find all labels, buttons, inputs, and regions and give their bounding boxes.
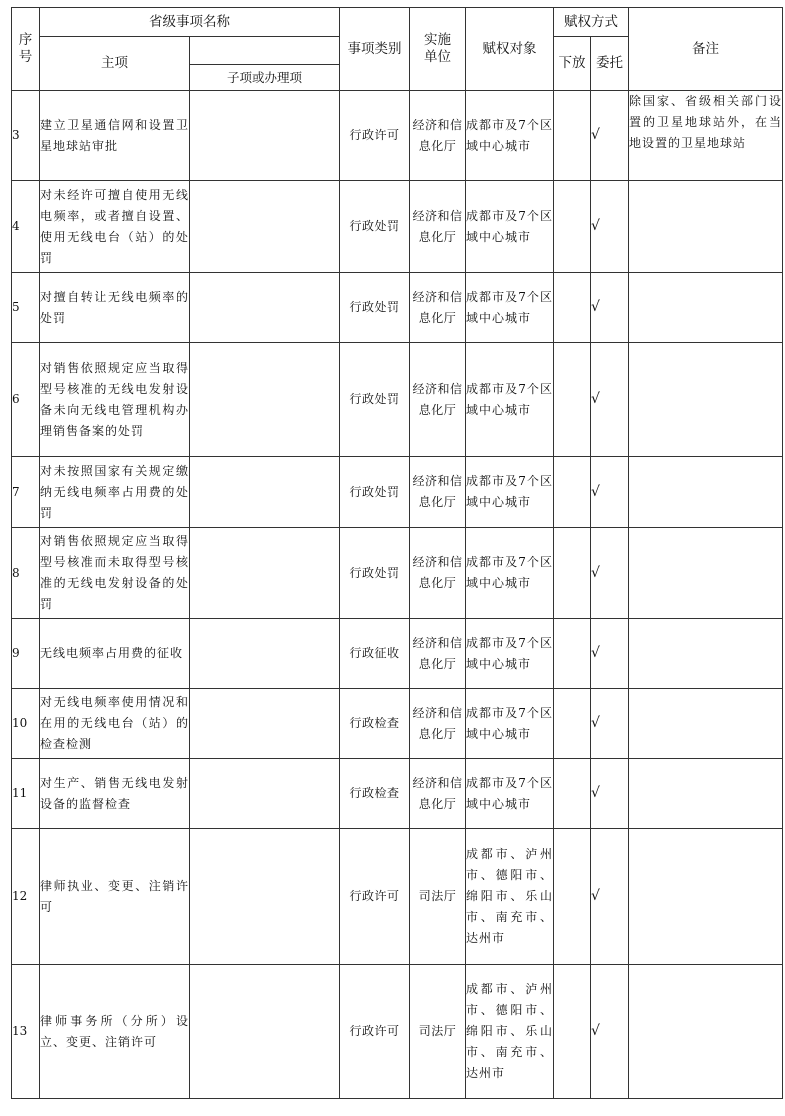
row-entrust-check: √ — [591, 689, 629, 759]
row-main-item: 律师执业、变更、注销许可 — [40, 829, 190, 965]
row-sub-item — [190, 528, 340, 619]
row-impl-unit: 经济和信息化厅 — [410, 528, 466, 619]
row-main-item: 无线电频率占用费的征收 — [40, 619, 190, 689]
row-target: 成都市及7个区域中心城市 — [466, 343, 554, 457]
row-down — [554, 181, 591, 273]
row-down — [554, 619, 591, 689]
row-down — [554, 528, 591, 619]
row-target: 成都市、泸州市、德阳市、绵阳市、乐山市、南充市、达州市 — [466, 965, 554, 1099]
row-entrust-check: √ — [591, 759, 629, 829]
row-entrust-check: √ — [591, 965, 629, 1099]
row-remark — [629, 528, 783, 619]
row-category: 行政处罚 — [340, 181, 410, 273]
row-remark: 除国家、省级相关部门设置的卫星地球站外，在当地设置的卫星地球站 — [629, 91, 783, 181]
row-category: 行政许可 — [340, 829, 410, 965]
header-impl-unit: 实施单位 — [410, 8, 466, 91]
row-remark — [629, 181, 783, 273]
row-impl-unit: 经济和信息化厅 — [410, 181, 466, 273]
row-entrust-check: √ — [591, 619, 629, 689]
header-method-group: 赋权方式 — [554, 8, 629, 37]
row-main-item: 对未经许可擅自使用无线电频率，或者擅自设置、使用无线电台（站）的处罚 — [40, 181, 190, 273]
row-number: 11 — [12, 759, 40, 829]
row-number: 3 — [12, 91, 40, 181]
row-impl-unit: 经济和信息化厅 — [410, 689, 466, 759]
row-main-item: 建立卫星通信网和设置卫星地球站审批 — [40, 91, 190, 181]
row-category: 行政检查 — [340, 759, 410, 829]
header-method-down: 下放 — [554, 37, 591, 91]
table-row — [12, 759, 783, 829]
row-number: 8 — [12, 528, 40, 619]
header-sub-item: 子项或办理项 — [190, 65, 340, 91]
row-category: 行政许可 — [340, 965, 410, 1099]
row-impl-unit: 司法厅 — [410, 829, 466, 965]
row-remark — [629, 965, 783, 1099]
row-sub-item — [190, 181, 340, 273]
table-row — [12, 343, 783, 457]
row-target: 成都市、泸州市、德阳市、绵阳市、乐山市、南充市、达州市 — [466, 829, 554, 965]
row-impl-unit: 经济和信息化厅 — [410, 759, 466, 829]
row-sub-item — [190, 273, 340, 343]
row-impl-unit: 经济和信息化厅 — [410, 91, 466, 181]
table-row — [12, 619, 783, 689]
row-down — [554, 759, 591, 829]
table-row — [12, 457, 783, 528]
row-target: 成都市及7个区域中心城市 — [466, 181, 554, 273]
document-page — [11, 7, 782, 1099]
row-impl-unit: 司法厅 — [410, 965, 466, 1099]
row-impl-unit: 经济和信息化厅 — [410, 343, 466, 457]
row-number: 12 — [12, 829, 40, 965]
row-sub-item — [190, 343, 340, 457]
row-target: 成都市及7个区域中心城市 — [466, 759, 554, 829]
row-sub-item — [190, 965, 340, 1099]
row-remark — [629, 273, 783, 343]
table-row — [12, 689, 783, 759]
row-number: 7 — [12, 457, 40, 528]
row-main-item: 对未按照国家有关规定缴纳无线电频率占用费的处罚 — [40, 457, 190, 528]
row-entrust-check: √ — [591, 273, 629, 343]
row-remark — [629, 759, 783, 829]
row-impl-unit: 经济和信息化厅 — [410, 273, 466, 343]
row-down — [554, 457, 591, 528]
row-main-item: 对销售依照规定应当取得型号核准而未取得型号核准的无线电发射设备的处罚 — [40, 528, 190, 619]
row-main-item: 对销售依照规定应当取得型号核准的无线电发射设备未向无线电管理机构办理销售备案的处罚 — [40, 343, 190, 457]
row-number: 6 — [12, 343, 40, 457]
header-sub-spacer — [190, 37, 340, 65]
row-number: 4 — [12, 181, 40, 273]
row-down — [554, 689, 591, 759]
row-entrust-check: √ — [591, 829, 629, 965]
row-target: 成都市及7个区域中心城市 — [466, 528, 554, 619]
row-remark — [629, 829, 783, 965]
row-sub-item — [190, 619, 340, 689]
table-row — [12, 965, 783, 1099]
row-number: 5 — [12, 273, 40, 343]
row-category: 行政处罚 — [340, 457, 410, 528]
table-row — [12, 91, 783, 181]
row-category: 行政处罚 — [340, 528, 410, 619]
row-entrust-check: √ — [591, 91, 629, 181]
header-method-entrust: 委托 — [591, 37, 629, 91]
row-main-item: 律师事务所（分所）设立、变更、注销许可 — [40, 965, 190, 1099]
row-remark — [629, 689, 783, 759]
row-down — [554, 273, 591, 343]
row-category: 行政处罚 — [340, 343, 410, 457]
row-number: 10 — [12, 689, 40, 759]
row-sub-item — [190, 689, 340, 759]
row-category: 行政检查 — [340, 689, 410, 759]
delegation-table — [11, 7, 783, 1099]
header-item-category: 事项类别 — [340, 8, 410, 91]
row-target: 成都市及7个区域中心城市 — [466, 619, 554, 689]
header-seq: 序号 — [12, 8, 40, 91]
row-category: 行政许可 — [340, 91, 410, 181]
row-category: 行政处罚 — [340, 273, 410, 343]
row-impl-unit: 经济和信息化厅 — [410, 619, 466, 689]
row-down — [554, 829, 591, 965]
row-impl-unit: 经济和信息化厅 — [410, 457, 466, 528]
row-entrust-check: √ — [591, 457, 629, 528]
row-target: 成都市及7个区域中心城市 — [466, 457, 554, 528]
row-entrust-check: √ — [591, 343, 629, 457]
row-main-item: 对擅自转让无线电频率的处罚 — [40, 273, 190, 343]
row-main-item: 对生产、销售无线电发射设备的监督检查 — [40, 759, 190, 829]
row-sub-item — [190, 829, 340, 965]
row-down — [554, 965, 591, 1099]
row-category: 行政征收 — [340, 619, 410, 689]
row-number: 13 — [12, 965, 40, 1099]
row-number: 9 — [12, 619, 40, 689]
table-row — [12, 829, 783, 965]
header-main-item: 主项 — [40, 37, 190, 91]
row-entrust-check: √ — [591, 528, 629, 619]
row-remark — [629, 343, 783, 457]
header-target: 赋权对象 — [466, 8, 554, 91]
row-target: 成都市及7个区域中心城市 — [466, 273, 554, 343]
row-remark — [629, 457, 783, 528]
header-item-name-group: 省级事项名称 — [40, 8, 340, 37]
row-target: 成都市及7个区域中心城市 — [466, 91, 554, 181]
row-remark — [629, 619, 783, 689]
table-row — [12, 273, 783, 343]
row-sub-item — [190, 91, 340, 181]
row-main-item: 对无线电频率使用情况和在用的无线电台（站）的检查检测 — [40, 689, 190, 759]
row-sub-item — [190, 759, 340, 829]
row-sub-item — [190, 457, 340, 528]
row-target: 成都市及7个区域中心城市 — [466, 689, 554, 759]
row-down — [554, 343, 591, 457]
table-row — [12, 181, 783, 273]
row-entrust-check: √ — [591, 181, 629, 273]
header-remarks: 备注 — [629, 8, 783, 91]
table-row — [12, 528, 783, 619]
row-down — [554, 91, 591, 181]
